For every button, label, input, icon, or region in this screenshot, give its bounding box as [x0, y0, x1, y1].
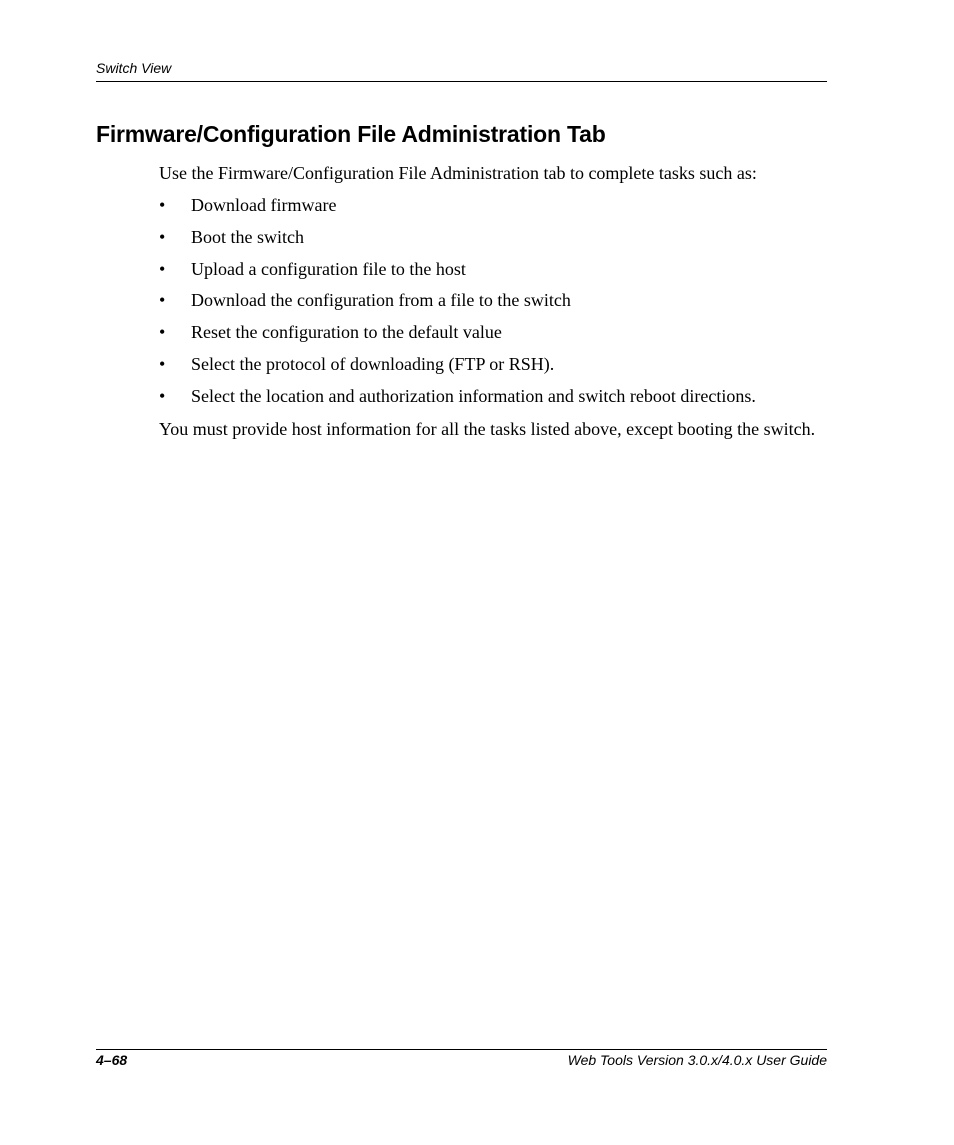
list-item-text: Download firmware: [191, 195, 337, 215]
list-item: [159, 259, 827, 280]
list-item: [159, 195, 827, 216]
footer-rule: [96, 1049, 827, 1050]
intro-paragraph: Use the Firmware/Configuration File Administration tab to complete tasks such as:: [159, 163, 757, 183]
list-item-text: Download the configuration from a file to the switch: [191, 290, 571, 311]
list-item: [159, 227, 827, 248]
running-header: Switch View: [96, 60, 172, 76]
list-item-text: Reset the configuration to the default value: [191, 322, 502, 343]
task-list: [159, 195, 827, 418]
list-item-text: Boot the switch: [191, 226, 304, 247]
list-item-text: Select the location and authorization information and switch reboot directions.: [191, 385, 756, 406]
list-item-text: Upload a configuration file to the host: [191, 258, 466, 279]
guide-title: Web Tools Version 3.0.x/4.0.x User Guide: [567, 1052, 827, 1068]
list-item: [159, 322, 827, 343]
list-item: [159, 290, 827, 311]
header-rule: [96, 81, 827, 82]
bullet-icon: •: [159, 385, 166, 406]
section-heading: Firmware/Configuration File Administration Tab: [96, 121, 606, 147]
page-number: 4–68: [96, 1052, 128, 1068]
bullet-icon: •: [159, 258, 166, 279]
bullet-icon: •: [159, 195, 166, 215]
bullet-icon: •: [159, 226, 166, 247]
bullet-icon: •: [159, 322, 166, 343]
list-item-text: Select the protocol of downloading (FTP or RSH).: [191, 353, 555, 374]
bullet-icon: •: [159, 290, 166, 311]
bullet-icon: •: [159, 353, 166, 374]
list-item: [159, 354, 827, 375]
list-item: [159, 386, 827, 407]
closing-paragraph: You must provide host information for all the tasks listed above, except booting the switch.: [159, 419, 816, 439]
